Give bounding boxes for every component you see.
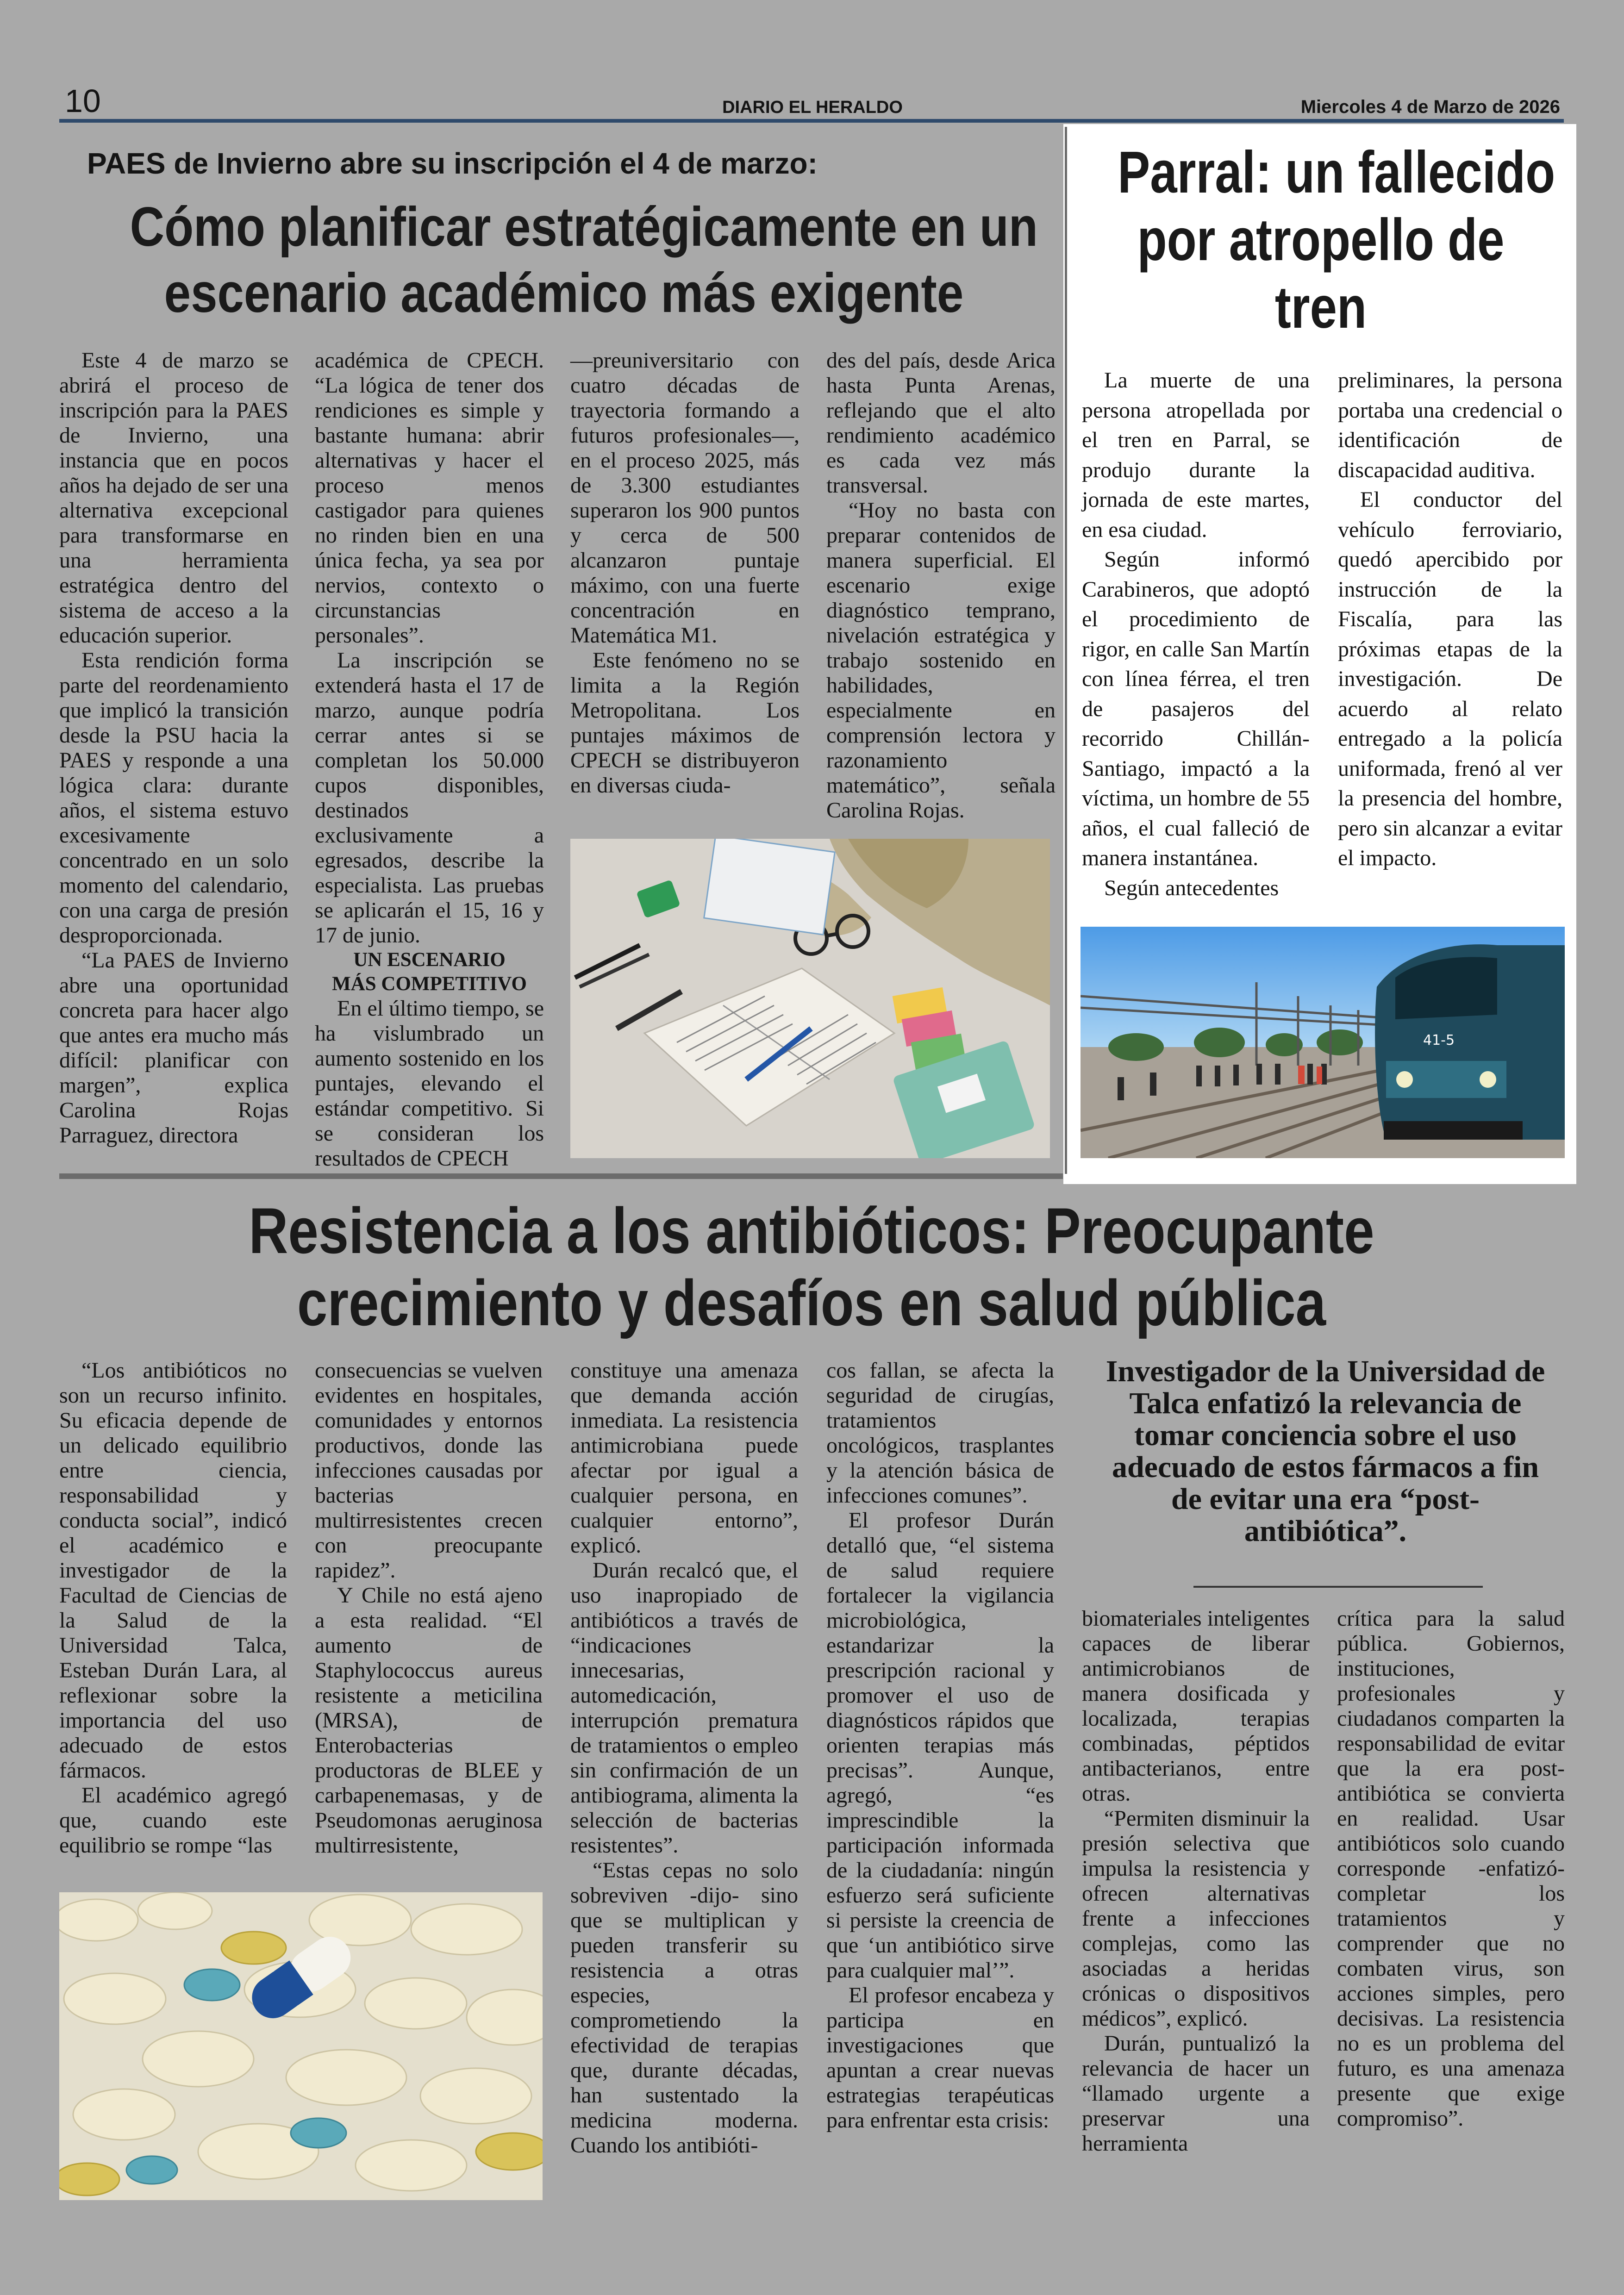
- antibiotics-col6-paragraph: crítica para la salud pública. Gobiernos, instituciones, profesionales y ciudadanos comparten la responsabilidad de evitar que la era post-antibiótica se convierta en realidad. Usar antibióticos solo cuando corresponde -enfatizó- completar los tratamientos y comprender que no combaten virus, son acciones simples, pero decisivas. La resistencia no es un problema del futuro, es una amenaza presente que exige compromiso”.: [1337, 1606, 1565, 2131]
- paes-column-2: [315, 348, 544, 1171]
- section-separator: [59, 1173, 1063, 1179]
- paes-col1-paragraph: Este 4 de marzo se abrirá el proceso de inscripción para la PAES de Invierno, una instancia que en pocos años ha dejado de ser una alternativa excepcional para transformarse en una herramienta estratégica dentro del sistema de acceso a la educación superior.: [59, 348, 288, 648]
- study-desk-photo: [570, 839, 1050, 1158]
- antibiotics-column-1: [59, 1358, 287, 1858]
- paes-col3-paragraph: —preuniversitario con cuatro décadas de trayectoria formando a futuros profesionales—, en el proceso 2025, más de 3.300 estudiantes superaron los 900 puntos y cerca de 500 alcanzaron puntaje máximo, con una fuerte concentración en Matemática M1.: [570, 348, 800, 648]
- antibiotics-column-5: [1082, 1606, 1310, 2156]
- parral-col1-paragraph: Según informó Carabineros, que adoptó el procedimiento de rigor, en calle San Martín con línea férrea, el tren de pasajeros del recorrido Chillán-Santiago, impactó a la víctima, un hombre de 55 años, el cual falleció de manera instantánea.: [1082, 547, 1310, 870]
- antibiotics-column-6: [1337, 1606, 1565, 2131]
- antibiotics-highlight-quote: Investigador de la Universidad de Talca enfatizó la relevancia de tomar conciencia sobre el uso adecuado de estos fármacos a fin de evitar una era “post-antibiótica”.: [1106, 1354, 1545, 1548]
- pills-photo: [59, 1892, 543, 2200]
- train-accident-photo: [1081, 927, 1565, 1158]
- paes-subhead-line1: UN ESCENARIO: [353, 949, 506, 971]
- parral-headline-line2: por atropello de: [1137, 207, 1505, 273]
- parral-box-divider: [1065, 127, 1067, 1174]
- parral-headline-line3: tren: [1274, 274, 1367, 341]
- antibiotics-column-4: [826, 1358, 1054, 2133]
- paes-column-3: [570, 348, 800, 798]
- paes-col1-paragraph: “La PAES de Invierno abre una oportunidad concreta para hacer algo que antes era mucho más difícil: planificar con margen”, explica Carolina Rojas Parraguez, directora: [59, 948, 288, 1148]
- antibiotics-col5-paragraph: Durán, puntualizó la relevancia de hacer un “llamado urgente a preservar una herramienta: [1082, 2031, 1310, 2156]
- parral-column-1: [1082, 366, 1310, 903]
- antibiotics-headline-line2: crecimiento y desafíos en salud pública: [297, 1266, 1326, 1339]
- antibiotics-col2-paragraph: Y Chile no está ajeno a esta realidad. “El aumento de Staphylococcus aureus resistente a meticilina (MRSA), de Enterobacterias productoras de BLEE y carbapenemasas, y de Pseudomonas aeruginosa multirresistente,: [315, 1583, 543, 1858]
- antibiotics-col3-paragraph: Durán recalcó que, el uso inapropiado de antibióticos a través de “indicaciones innecesarias, automedicación, interrupción prematura de tratamientos o empleo sin confirmación de un antibiograma, alimenta la selección de bacterias resistentes”.: [570, 1558, 798, 1858]
- paes-col2-paragraph: La inscripción se extenderá hasta el 17 de marzo, aunque podría cerrar antes si se completan los 50.000 cupos disponibles, destinados exclusivamente a egresados, describe la especialista. Las pruebas se aplicarán el 15, 16 y 17 de junio.: [315, 648, 544, 948]
- train-scene-illustration: [1081, 927, 1565, 1158]
- antibiotics-col1-paragraph: El académico agregó que, cuando este equilibrio se rompe “las: [59, 1783, 287, 1858]
- study-desk-illustration: [570, 839, 1050, 1158]
- parral-column-2: [1338, 366, 1562, 873]
- paes-column-4: [826, 348, 1056, 823]
- paes-kicker: PAES de Invierno abre su inscripción el 4 de marzo:: [87, 147, 818, 180]
- paes-col4-paragraph: “Hoy no basta con preparar contenidos de manera superficial. El escenario exige diagnóstico temprano, nivelación estratégica y trabajo sostenido en habilidades, especialmente en comprensión lectora y razonamiento matemático”, señala Carolina Rojas.: [826, 498, 1056, 823]
- antibiotics-col4-paragraph: cos fallan, se afecta la seguridad de cirugías, tratamientos oncológicos, trasplantes y la atención básica de infecciones comunes”.: [826, 1358, 1054, 1508]
- antibiotics-headline-line1: Resistencia a los antibióticos: Preocupante: [249, 1194, 1374, 1267]
- antibiotics-col2-paragraph: consecuencias se vuelven evidentes en hospitales, comunidades y entornos productivos, donde las infecciones causadas por bacterias multirresistentes crecen con preocupante rapidez”.: [315, 1358, 543, 1583]
- paes-headline-line2: escenario académico más exigente: [164, 262, 964, 324]
- parral-col1-paragraph: La muerte de una persona atropellada por el tren en Parral, se produjo durante la jornada de este martes, en esa ciudad.: [1082, 368, 1310, 542]
- paes-col4-paragraph: des del país, desde Arica hasta Punta Arenas, reflejando que el alto rendimiento académico es cada vez más transversal.: [826, 348, 1056, 498]
- paes-col2-paragraph: En el último tiempo, se ha vislumbrado un aumento sostenido en los puntajes, elevando el estándar competitivo. Si se consideran los resultados de CPECH: [315, 996, 544, 1171]
- paes-col3-paragraph: Este fenómeno no se limita a la Región Metropolitana. Los puntajes máximos de CPECH se distribuyeron en diversas ciuda-: [570, 648, 800, 798]
- antibiotics-column-3: [570, 1358, 798, 2158]
- pills-illustration: [59, 1892, 543, 2200]
- paes-col1-paragraph: Esta rendición forma parte del reordenamiento que implicó la transición desde la PSU hacia la PAES y responde a una lógica clara: durante años, el sistema estuvo excesivamente concentrado en un solo momento del calendario, con una carga de presión desproporcionada.: [59, 648, 288, 948]
- antibiotics-col1-paragraph: “Los antibióticos no son un recurso infinito. Su eficacia depende de un delicado equilibrio entre ciencia, responsabilidad y conducta social”, indicó el académico e investigador de la Facultad de Ciencias de la Salud de la Universidad Talca, Esteban Durán Lara, al reflexionar sobre la importancia del uso adecuado de estos fármacos.: [59, 1358, 287, 1783]
- highlight-underline: [1193, 1586, 1483, 1588]
- paes-headline-line1: Cómo planificar estratégicamente en un: [130, 196, 1038, 258]
- antibiotics-col4-paragraph: El profesor Durán detalló que, “el sistema de salud requiere fortalecer la vigilancia microbiológica, estandarizar la prescripción racional y promover el uso de diagnósticos rápidos que orienten terapias más precisas”. Aunque, agregó, “es imprescindible la participación informada de la ciudadanía: ningún esfuerzo será suficiente si persiste la creencia de que ‘un antibiótico sirve para cualquier mal’”.: [826, 1508, 1054, 1983]
- train-number-label: 41-5: [1423, 1032, 1455, 1048]
- antibiotics-col3-paragraph: constituye una amenaza que demanda acción inmediata. La resistencia antimicrobiana puede afectar por igual a cualquier persona, en cualquier entorno”, explicó.: [570, 1358, 798, 1558]
- antibiotics-col3-paragraph: “Estas cepas no solo sobreviven -dijo- sino que se multiplican y pueden transferir su resistencia a otras especies, comprometiendo la efectividad de terapias que, durante décadas, han sustentado la medicina moderna. Cuando los antibióti-: [570, 1858, 798, 2158]
- antibiotics-col4-paragraph: El profesor encabeza y participa en investigaciones que apuntan a crear nuevas estrategias terapéuticas para enfrentar esta crisis:: [826, 1983, 1054, 2133]
- parral-col2-paragraph: preliminares, la persona portaba una credencial o identificación de discapacidad auditiva.: [1338, 368, 1562, 482]
- antibiotics-col5-paragraph: biomateriales inteligentes capaces de liberar antimicrobianos de manera dosificada y localizada, terapias combinadas, péptidos antibacterianos, entre otras.: [1082, 1606, 1310, 1806]
- newspaper-name: DIARIO EL HERALDO: [722, 98, 903, 117]
- antibiotics-column-2: [315, 1358, 543, 1858]
- antibiotics-col5-paragraph: “Permiten disminuir la presión selectiva que impulsa la resistencia y ofrecen alternativas frente a infecciones complejas, como las asociadas a heridas crónicas o dispositivos médicos”, explicó.: [1082, 1806, 1310, 2031]
- parral-headline-line1: Parral: un fallecido: [1118, 139, 1555, 206]
- page-number: 10: [65, 83, 101, 119]
- paes-col2-lead: académica de CPECH. “La lógica de tener dos rendiciones es simple y bastante humana: abrir alternativas y hacer el proceso menos castigador para quienes no rinden bien en una única fecha, ya sea por nervios, contexto o circunstancias personales”.: [315, 348, 544, 648]
- paes-subhead-line2: MÁS COMPETITIVO: [332, 973, 527, 995]
- header-rule: [59, 119, 1564, 123]
- parral-col1-paragraph: Según antecedentes: [1104, 875, 1279, 900]
- parral-col2-paragraph: El conductor del vehículo ferroviario, quedó apercibido por instrucción de la Fiscalía, para las próximas etapas de la investigación. De acuerdo al relato entregado a la policía uniformada, frenó al ver la presencia del hombre, pero sin alcanzar a evitar el impacto.: [1338, 487, 1562, 870]
- paes-column-1: [59, 348, 288, 1148]
- issue-date: Miercoles 4 de Marzo de 2026: [1300, 97, 1560, 117]
